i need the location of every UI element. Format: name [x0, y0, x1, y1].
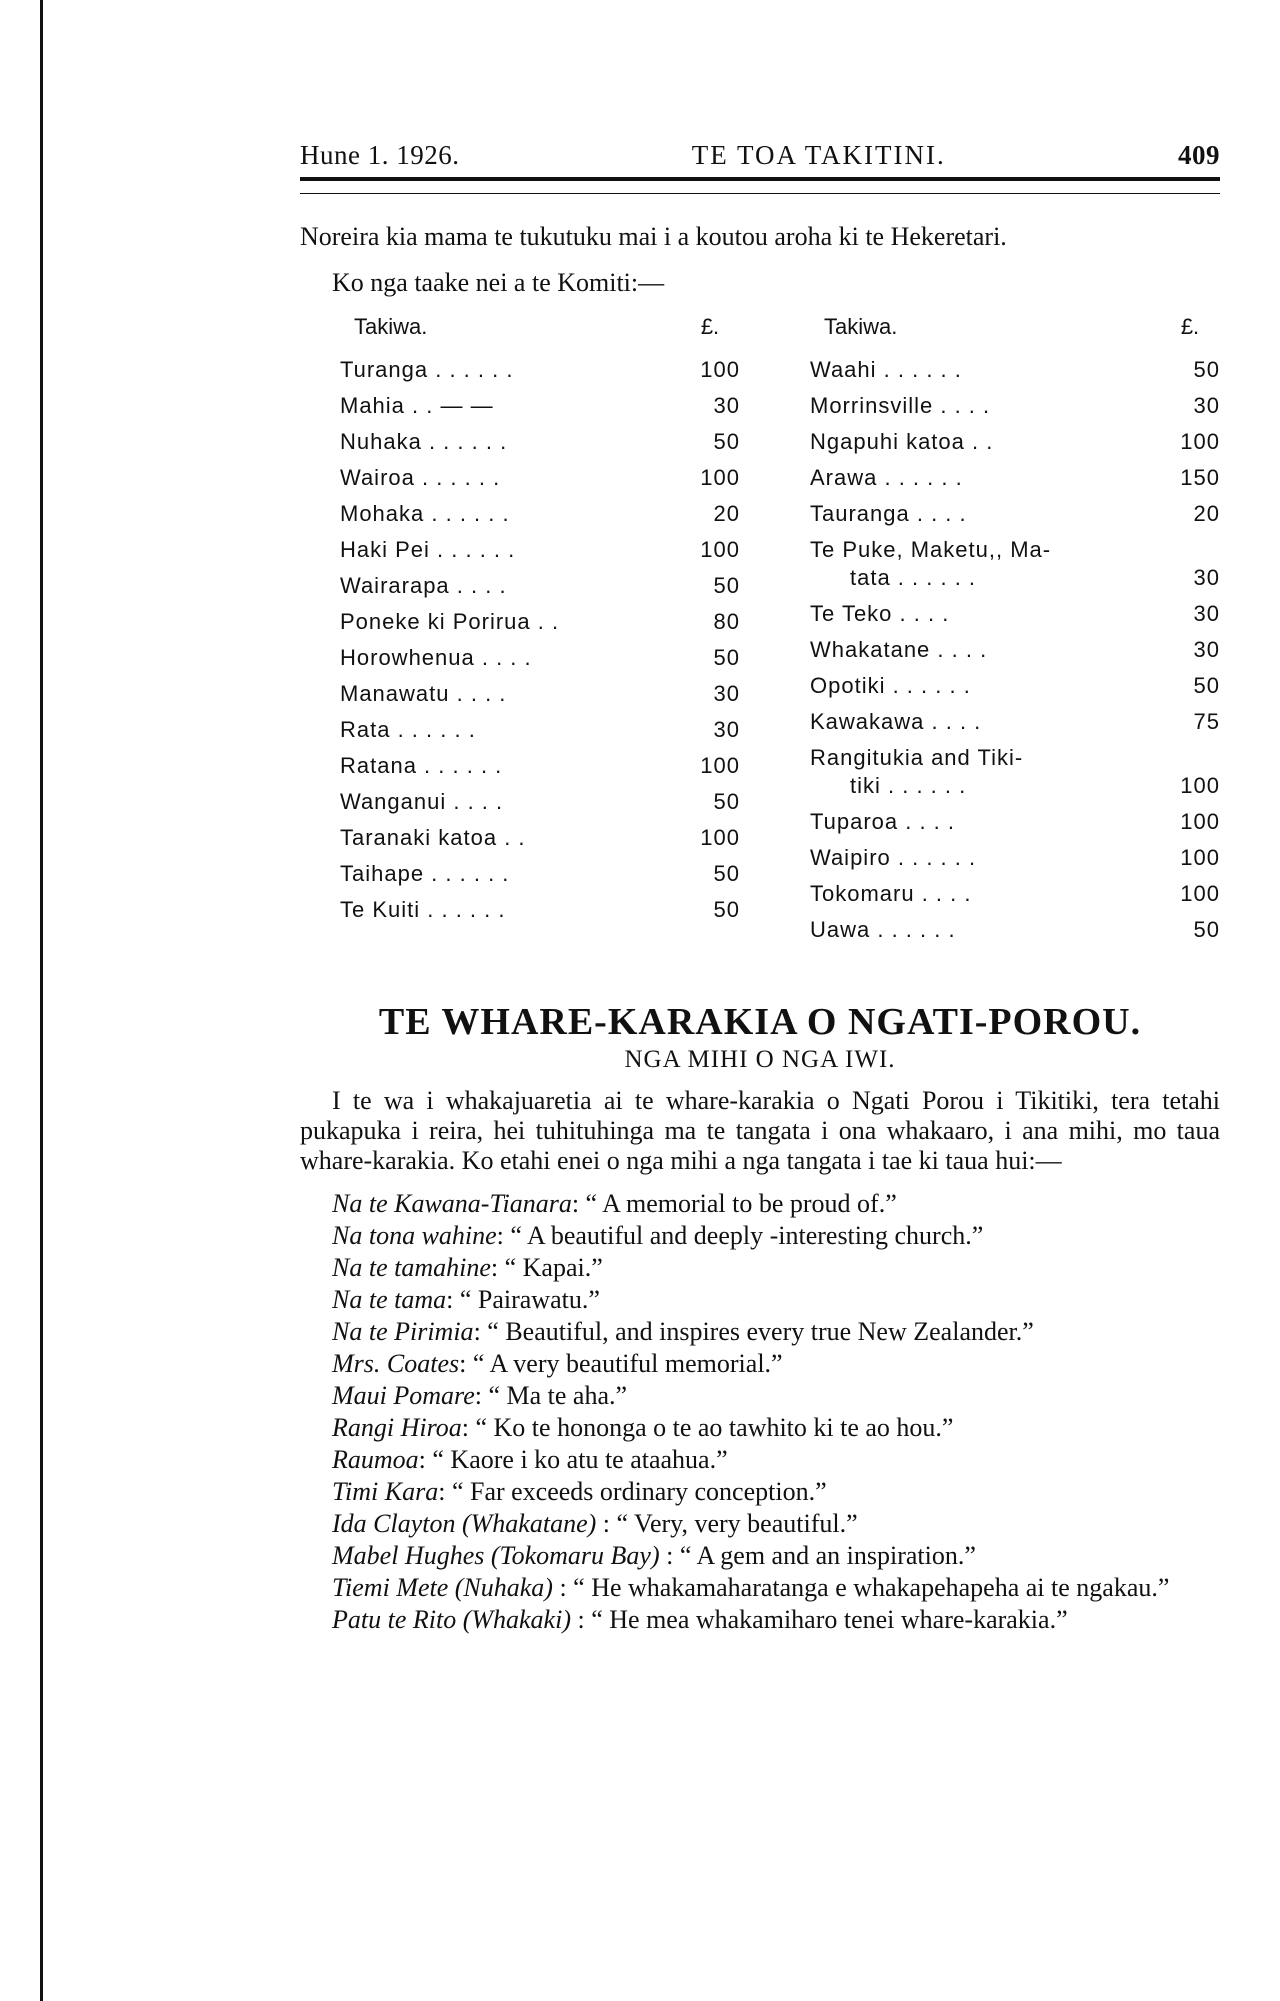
tribute-author: Rangi Hiroa	[332, 1413, 462, 1442]
tribute-text: : “ A very beautiful memorial.”	[459, 1349, 783, 1378]
tribute-author: Tiemi Mete (Nuhaka)	[332, 1573, 553, 1602]
district-amount: 50	[1193, 357, 1220, 382]
district-name-line-2: tiki . . . . . .	[850, 773, 967, 798]
table-header	[810, 314, 1220, 348]
tribute-text: : “ He whakamaharatanga e whakapehapeha ai te ngakau.”	[552, 1573, 1170, 1602]
district-amount: 100	[700, 825, 740, 850]
table-row	[340, 852, 740, 888]
table-row	[810, 908, 1220, 944]
taake-table	[300, 314, 1220, 944]
district-name: Poneke ki Porirua . .	[340, 609, 560, 634]
district-name: Whakatane . . . .	[810, 637, 988, 662]
district-name	[810, 744, 1160, 800]
komiti-line: Ko nga taake nei a te Komiti:—	[332, 268, 665, 297]
table-row	[810, 592, 1220, 628]
column-header-pounds: £.	[1180, 314, 1200, 339]
district-amount: 100	[1180, 429, 1220, 454]
tribute-author: Raumoa	[332, 1445, 419, 1474]
district-amount: 30	[713, 681, 740, 706]
district-name: Taihape . . . . . .	[340, 861, 510, 886]
district-name: Wairoa . . . . . .	[340, 465, 501, 490]
district-amount: 30	[713, 393, 740, 418]
table-row	[340, 384, 740, 420]
district-name: Wanganui . . . .	[340, 789, 504, 814]
table-row	[810, 492, 1220, 528]
table-row	[340, 456, 740, 492]
district-name: Taranaki katoa . .	[340, 825, 526, 850]
table-row	[810, 528, 1220, 592]
list-item	[300, 1188, 1220, 1220]
district-amount: 100	[1180, 881, 1220, 906]
tribute-text: : “ Beautiful, and inspires every true New Zealander.”	[473, 1317, 1034, 1346]
district-amount: 100	[700, 753, 740, 778]
column-header-takiwa: Takiwa.	[824, 314, 898, 339]
district-name: Morrinsville . . . .	[810, 393, 991, 418]
list-item	[300, 1508, 1220, 1540]
list-item	[300, 1348, 1220, 1380]
district-name: Uawa . . . . . .	[810, 917, 956, 942]
list-item	[300, 1412, 1220, 1444]
district-amount: 50	[713, 429, 740, 454]
tribute-text: : “ Very, very beautiful.”	[596, 1509, 858, 1538]
tribute-text: : “ Kapai.”	[490, 1253, 603, 1282]
district-amount: 50	[1193, 917, 1220, 942]
table-row	[810, 800, 1220, 836]
district-amount: 50	[1193, 673, 1220, 698]
tribute-text: : “ A memorial to be proud of.”	[571, 1189, 897, 1218]
tribute-text: : “ He mea whakamiharo tenei whare-karakia.”	[570, 1605, 1068, 1634]
table-row	[340, 492, 740, 528]
tribute-text: : “ Ko te hononga o te ao tawhito ki te ao hou.”	[461, 1413, 954, 1442]
tribute-author: Na tona wahine	[332, 1221, 497, 1250]
tribute-text: : “ Pairawatu.”	[446, 1285, 600, 1314]
district-amount: 50	[713, 897, 740, 922]
list-item	[300, 1252, 1220, 1284]
district-amount: 100	[700, 537, 740, 562]
list-item	[300, 1476, 1220, 1508]
list-item	[300, 1380, 1220, 1412]
table-row	[810, 700, 1220, 736]
district-name: Tauranga . . . .	[810, 501, 967, 526]
tribute-author: Na te tama	[332, 1285, 447, 1314]
tribute-author: Na te Pirimia	[332, 1317, 474, 1346]
article-subheading: NGA MIHI O NGA IWI.	[624, 1046, 896, 1073]
list-item	[300, 1604, 1220, 1636]
district-amount: 20	[713, 501, 740, 526]
tribute-text: : “ A gem and an inspiration.”	[659, 1541, 976, 1570]
column-header-pounds: £.	[700, 314, 720, 339]
article-intro: I te wa i whakajuaretia ai te whare-karakia o Ngati Porou i Tikitiki, tera tetahi pukapuka i reira, hei tuhituhinga ma te tangata i ona whakaaro, i ana mihi, mo taua whare-karakia. Ko etahi enei o nga mihi a nga tangata i tae ki taua hui:—	[300, 1086, 1220, 1175]
district-amount: 50	[713, 645, 740, 670]
tribute-author: Maui Pomare	[332, 1381, 475, 1410]
tribute-author: Mabel Hughes (Tokomaru Bay)	[332, 1541, 660, 1570]
table-row	[340, 780, 740, 816]
tributes-list	[300, 1188, 1220, 1636]
header-title: TE TOA TAKITINI.	[691, 140, 946, 170]
table-row	[810, 836, 1220, 872]
table-row	[340, 600, 740, 636]
district-name: Mohaka . . . . . .	[340, 501, 510, 526]
table-row	[810, 664, 1220, 700]
list-item	[300, 1316, 1220, 1348]
table-row	[810, 736, 1220, 800]
article-heading-block	[300, 1000, 1220, 1074]
header-rule	[300, 177, 1220, 194]
tribute-text: : “ Ma te aha.”	[474, 1381, 628, 1410]
district-name: Nuhaka . . . . . .	[340, 429, 508, 454]
district-name-line-1: Rangitukia and Tiki-	[810, 745, 1024, 770]
table-row	[340, 708, 740, 744]
table-row	[340, 672, 740, 708]
district-amount: 100	[700, 465, 740, 490]
district-amount: 80	[713, 609, 740, 634]
district-name: Kawakawa . . . .	[810, 709, 982, 734]
district-amount: 50	[713, 861, 740, 886]
article-heading: TE WHARE-KARAKIA O NGATI-POROU.	[378, 1001, 1142, 1043]
district-name: Haki Pei . . . . . .	[340, 537, 516, 562]
district-name: Ngapuhi katoa . .	[810, 429, 994, 454]
district-name: Horowhenua . . . .	[340, 645, 532, 670]
district-name-line-2: tata . . . . . .	[850, 565, 977, 590]
district-amount: 30	[1193, 393, 1220, 418]
list-item	[300, 1220, 1220, 1252]
district-name-line-1: Te Puke, Maketu,, Ma-	[810, 537, 1052, 562]
table-row	[340, 348, 740, 384]
table-row	[810, 348, 1220, 384]
tribute-author: Patu te Rito (Whakaki)	[332, 1605, 571, 1634]
district-name: Te Kuiti . . . . . .	[340, 897, 506, 922]
list-item	[300, 1444, 1220, 1476]
table-row	[340, 888, 740, 924]
list-item	[300, 1572, 1220, 1604]
table-row	[340, 636, 740, 672]
tribute-author: Timi Kara	[332, 1477, 439, 1506]
table-row	[810, 628, 1220, 664]
taake-column-left	[300, 314, 740, 944]
district-amount: 30	[1193, 565, 1220, 590]
table-row	[810, 456, 1220, 492]
district-name: Turanga . . . . . .	[340, 357, 514, 382]
table-row	[810, 872, 1220, 908]
district-name: Arawa . . . . . .	[810, 465, 963, 490]
tribute-author: Na te Kawana-Tianara	[332, 1189, 572, 1218]
district-name: Tuparoa . . . .	[810, 809, 956, 834]
running-header	[300, 140, 1220, 177]
district-name: Mahia . . — —	[340, 393, 494, 418]
district-name: Te Teko . . . .	[810, 601, 950, 626]
newspaper-page	[300, 140, 1220, 1636]
district-name: Manawatu . . . .	[340, 681, 507, 706]
table-row	[810, 384, 1220, 420]
district-name: Wairarapa . . . .	[340, 573, 507, 598]
district-name	[810, 536, 1160, 592]
district-name: Waahi . . . . . .	[810, 357, 962, 382]
district-amount: 100	[1180, 773, 1220, 798]
table-row	[810, 420, 1220, 456]
district-amount: 100	[1180, 845, 1220, 870]
district-amount: 30	[713, 717, 740, 742]
district-amount: 100	[1180, 809, 1220, 834]
tribute-text: : “ Kaore i ko atu te ataahua.”	[418, 1445, 728, 1474]
district-name: Tokomaru . . . .	[810, 881, 972, 906]
column-header-takiwa: Takiwa.	[354, 314, 428, 339]
district-amount: 150	[1180, 465, 1220, 490]
page-number: 409	[1178, 140, 1220, 170]
district-name: Rata . . . . . .	[340, 717, 476, 742]
district-amount: 100	[700, 357, 740, 382]
tribute-text: : “ Far exceeds ordinary conception.”	[438, 1477, 827, 1506]
table-header	[340, 314, 740, 348]
table-row	[340, 420, 740, 456]
intro-paragraph: Noreira kia mama te tukutuku mai i a koutou aroha ki te Hekeretari.	[300, 222, 1007, 251]
tribute-author: Ida Clayton (Whakatane)	[332, 1509, 597, 1538]
district-name: Ratana . . . . . .	[340, 753, 503, 778]
table-row	[340, 564, 740, 600]
district-amount: 50	[713, 573, 740, 598]
district-name: Waipiro . . . . . .	[810, 845, 977, 870]
scan-margin-line	[40, 0, 43, 2001]
district-amount: 20	[1193, 501, 1220, 526]
district-amount: 30	[1193, 601, 1220, 626]
district-amount: 50	[713, 789, 740, 814]
tribute-author: Mrs. Coates	[332, 1349, 460, 1378]
table-row	[340, 744, 740, 780]
table-row	[340, 816, 740, 852]
table-row	[340, 528, 740, 564]
district-name: Opotiki . . . . . .	[810, 673, 971, 698]
district-amount: 75	[1193, 709, 1220, 734]
tribute-text: : “ A beautiful and deeply -interesting church.”	[496, 1221, 984, 1250]
taake-column-right	[810, 314, 1220, 944]
header-date: Hune 1. 1926.	[300, 140, 460, 170]
tribute-author: Na te tamahine	[332, 1253, 491, 1282]
list-item	[300, 1284, 1220, 1316]
district-amount: 30	[1193, 637, 1220, 662]
list-item	[300, 1540, 1220, 1572]
